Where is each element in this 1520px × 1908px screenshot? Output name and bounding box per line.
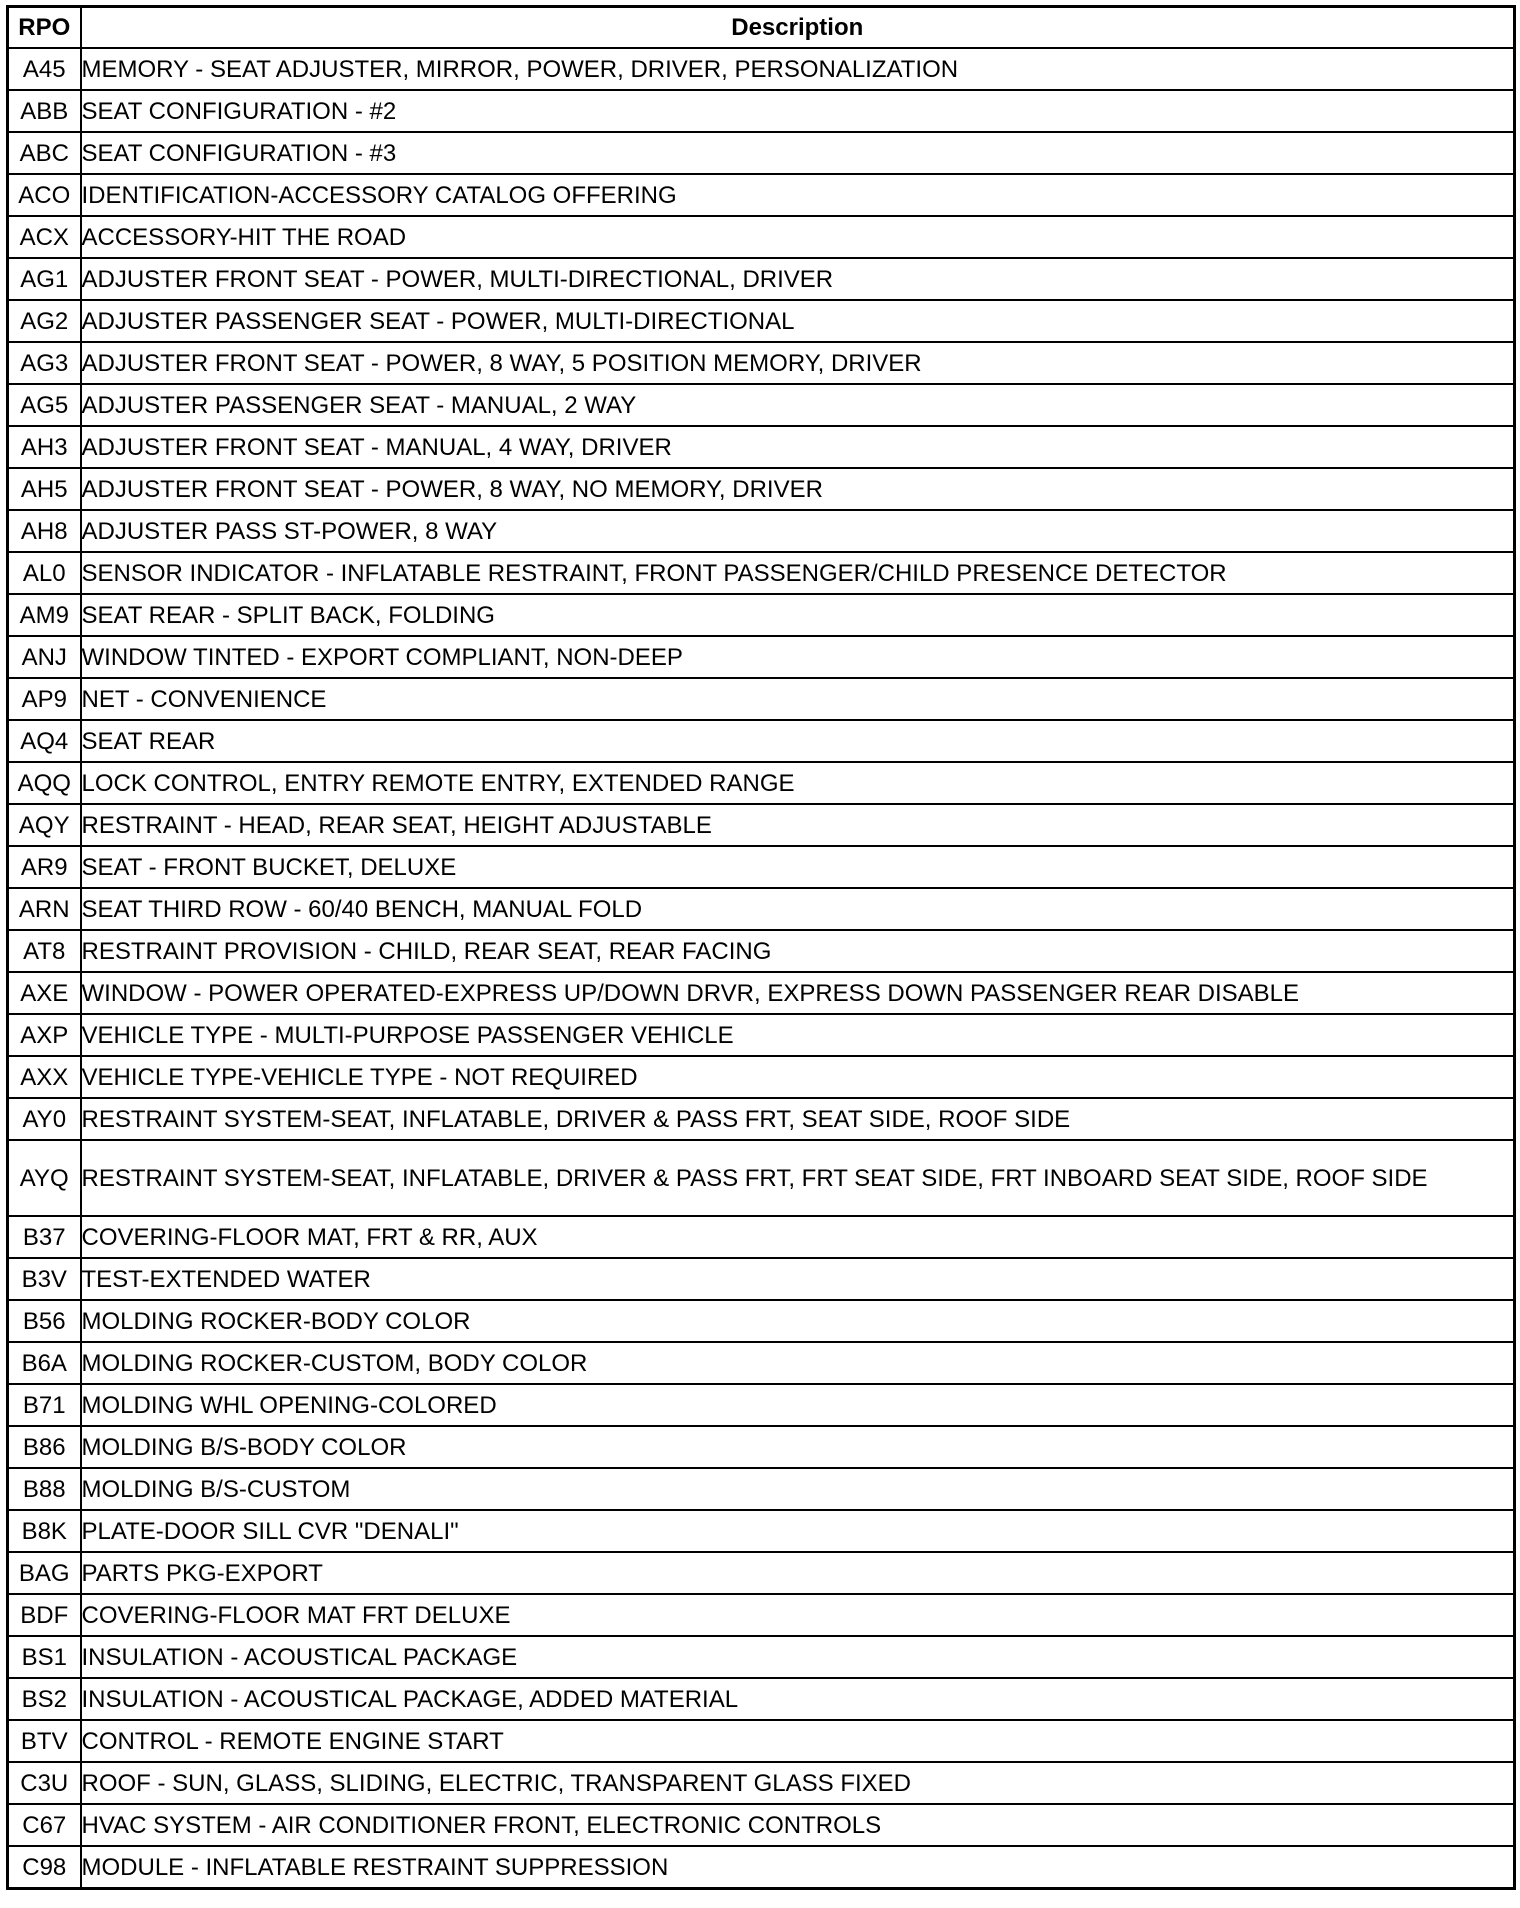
table-row bbox=[8, 384, 1515, 426]
table-row bbox=[8, 1014, 1515, 1056]
table-row bbox=[8, 1342, 1515, 1384]
table-row bbox=[8, 1056, 1515, 1098]
rpo-code-cell: AG2 bbox=[8, 300, 81, 342]
rpo-code-cell: AXX bbox=[8, 1056, 81, 1098]
description-cell: SEAT CONFIGURATION - #3 bbox=[81, 132, 1515, 174]
description-cell: ADJUSTER PASSENGER SEAT - POWER, MULTI-DIRECTIONAL bbox=[81, 300, 1515, 342]
rpo-code-cell: AQQ bbox=[8, 762, 81, 804]
description-cell: RESTRAINT SYSTEM-SEAT, INFLATABLE, DRIVER & PASS FRT, FRT SEAT SIDE, FRT INBOARD SEAT SIDE, ROOF SIDE bbox=[81, 1140, 1515, 1216]
description-cell: RESTRAINT - HEAD, REAR SEAT, HEIGHT ADJUSTABLE bbox=[81, 804, 1515, 846]
rpo-code-cell: ACO bbox=[8, 174, 81, 216]
rpo-code-cell: AR9 bbox=[8, 846, 81, 888]
rpo-code-cell: B56 bbox=[8, 1300, 81, 1342]
rpo-code-cell: AT8 bbox=[8, 930, 81, 972]
rpo-code-cell: B71 bbox=[8, 1384, 81, 1426]
rpo-code-cell: AH5 bbox=[8, 468, 81, 510]
description-cell: MOLDING ROCKER-BODY COLOR bbox=[81, 1300, 1515, 1342]
rpo-code-cell: AG3 bbox=[8, 342, 81, 384]
description-cell: ADJUSTER FRONT SEAT - POWER, 8 WAY, 5 POSITION MEMORY, DRIVER bbox=[81, 342, 1515, 384]
rpo-code-cell: B86 bbox=[8, 1426, 81, 1468]
description-cell: MOLDING ROCKER-CUSTOM, BODY COLOR bbox=[81, 1342, 1515, 1384]
table-row bbox=[8, 510, 1515, 552]
description-cell: MOLDING B/S-BODY COLOR bbox=[81, 1426, 1515, 1468]
table-row bbox=[8, 342, 1515, 384]
description-cell: MOLDING WHL OPENING-COLORED bbox=[81, 1384, 1515, 1426]
rpo-code-cell: AM9 bbox=[8, 594, 81, 636]
rpo-table bbox=[6, 5, 1516, 1890]
description-cell: TEST-EXTENDED WATER bbox=[81, 1258, 1515, 1300]
rpo-column-header: RPO bbox=[8, 7, 81, 49]
rpo-code-cell: BDF bbox=[8, 1594, 81, 1636]
description-cell: SENSOR INDICATOR - INFLATABLE RESTRAINT, FRONT PASSENGER/CHILD PRESENCE DETECTOR bbox=[81, 552, 1515, 594]
rpo-code-cell: B37 bbox=[8, 1216, 81, 1258]
description-cell: INSULATION - ACOUSTICAL PACKAGE bbox=[81, 1636, 1515, 1678]
description-cell: LOCK CONTROL, ENTRY REMOTE ENTRY, EXTENDED RANGE bbox=[81, 762, 1515, 804]
rpo-code-cell: AH3 bbox=[8, 426, 81, 468]
table-row bbox=[8, 1720, 1515, 1762]
rpo-code-cell: AXP bbox=[8, 1014, 81, 1056]
rpo-code-cell: ABC bbox=[8, 132, 81, 174]
table-row bbox=[8, 426, 1515, 468]
description-cell: MOLDING B/S-CUSTOM bbox=[81, 1468, 1515, 1510]
rpo-code-cell: C3U bbox=[8, 1762, 81, 1804]
rpo-code-cell: B8K bbox=[8, 1510, 81, 1552]
rpo-code-cell: BS2 bbox=[8, 1678, 81, 1720]
rpo-code-cell: BS1 bbox=[8, 1636, 81, 1678]
table-row bbox=[8, 216, 1515, 258]
description-cell: ADJUSTER FRONT SEAT - MANUAL, 4 WAY, DRIVER bbox=[81, 426, 1515, 468]
description-cell: ADJUSTER PASS ST-POWER, 8 WAY bbox=[81, 510, 1515, 552]
description-cell: MEMORY - SEAT ADJUSTER, MIRROR, POWER, DRIVER, PERSONALIZATION bbox=[81, 48, 1515, 90]
table-row bbox=[8, 1216, 1515, 1258]
table-row bbox=[8, 1594, 1515, 1636]
table-row bbox=[8, 132, 1515, 174]
description-cell: IDENTIFICATION-ACCESSORY CATALOG OFFERING bbox=[81, 174, 1515, 216]
description-cell: PARTS PKG-EXPORT bbox=[81, 1552, 1515, 1594]
table-row bbox=[8, 1426, 1515, 1468]
description-cell: ADJUSTER PASSENGER SEAT - MANUAL, 2 WAY bbox=[81, 384, 1515, 426]
description-cell: RESTRAINT SYSTEM-SEAT, INFLATABLE, DRIVER & PASS FRT, SEAT SIDE, ROOF SIDE bbox=[81, 1098, 1515, 1140]
table-row bbox=[8, 930, 1515, 972]
table-row bbox=[8, 888, 1515, 930]
description-cell: PLATE-DOOR SILL CVR "DENALI" bbox=[81, 1510, 1515, 1552]
rpo-code-cell: B3V bbox=[8, 1258, 81, 1300]
table-row bbox=[8, 90, 1515, 132]
table-row bbox=[8, 1678, 1515, 1720]
table-row bbox=[8, 720, 1515, 762]
table-row bbox=[8, 1140, 1515, 1216]
table-row bbox=[8, 258, 1515, 300]
rpo-code-cell: C98 bbox=[8, 1846, 81, 1889]
rpo-code-cell: BAG bbox=[8, 1552, 81, 1594]
description-cell: MODULE - INFLATABLE RESTRAINT SUPPRESSION bbox=[81, 1846, 1515, 1889]
description-cell: ACCESSORY-HIT THE ROAD bbox=[81, 216, 1515, 258]
table-row bbox=[8, 846, 1515, 888]
description-cell: SEAT REAR - SPLIT BACK, FOLDING bbox=[81, 594, 1515, 636]
table-row bbox=[8, 48, 1515, 90]
table-row bbox=[8, 1300, 1515, 1342]
table-row bbox=[8, 1384, 1515, 1426]
description-cell: ROOF - SUN, GLASS, SLIDING, ELECTRIC, TRANSPARENT GLASS FIXED bbox=[81, 1762, 1515, 1804]
table-row bbox=[8, 972, 1515, 1014]
header-row bbox=[8, 7, 1515, 49]
description-cell: NET - CONVENIENCE bbox=[81, 678, 1515, 720]
table-row bbox=[8, 594, 1515, 636]
description-cell: RESTRAINT PROVISION - CHILD, REAR SEAT, REAR FACING bbox=[81, 930, 1515, 972]
table-row bbox=[8, 636, 1515, 678]
rpo-code-cell: AL0 bbox=[8, 552, 81, 594]
description-cell: WINDOW - POWER OPERATED-EXPRESS UP/DOWN DRVR, EXPRESS DOWN PASSENGER REAR DISABLE bbox=[81, 972, 1515, 1014]
rpo-code-cell: C67 bbox=[8, 1804, 81, 1846]
rpo-code-cell: ABB bbox=[8, 90, 81, 132]
description-cell: SEAT THIRD ROW - 60/40 BENCH, MANUAL FOLD bbox=[81, 888, 1515, 930]
table-row bbox=[8, 468, 1515, 510]
description-cell: SEAT CONFIGURATION - #2 bbox=[81, 90, 1515, 132]
table-row bbox=[8, 1510, 1515, 1552]
description-cell: COVERING-FLOOR MAT, FRT & RR, AUX bbox=[81, 1216, 1515, 1258]
rpo-code-cell: B88 bbox=[8, 1468, 81, 1510]
description-cell: WINDOW TINTED - EXPORT COMPLIANT, NON-DEEP bbox=[81, 636, 1515, 678]
table-row bbox=[8, 804, 1515, 846]
rpo-code-cell: AY0 bbox=[8, 1098, 81, 1140]
table-row bbox=[8, 300, 1515, 342]
table-row bbox=[8, 1636, 1515, 1678]
table-row bbox=[8, 1846, 1515, 1889]
description-column-header: Description bbox=[81, 7, 1515, 49]
description-cell: SEAT REAR bbox=[81, 720, 1515, 762]
table-row bbox=[8, 1762, 1515, 1804]
rpo-code-cell: B6A bbox=[8, 1342, 81, 1384]
table-row bbox=[8, 1098, 1515, 1140]
rpo-code-cell: AXE bbox=[8, 972, 81, 1014]
rpo-code-cell: AQY bbox=[8, 804, 81, 846]
table-row bbox=[8, 552, 1515, 594]
rpo-code-cell: ACX bbox=[8, 216, 81, 258]
rpo-code-cell: A45 bbox=[8, 48, 81, 90]
rpo-code-cell: AG5 bbox=[8, 384, 81, 426]
description-cell: INSULATION - ACOUSTICAL PACKAGE, ADDED MATERIAL bbox=[81, 1678, 1515, 1720]
rpo-code-cell: AYQ bbox=[8, 1140, 81, 1216]
description-cell: ADJUSTER FRONT SEAT - POWER, MULTI-DIRECTIONAL, DRIVER bbox=[81, 258, 1515, 300]
table-row bbox=[8, 762, 1515, 804]
table-row bbox=[8, 174, 1515, 216]
description-cell: VEHICLE TYPE-VEHICLE TYPE - NOT REQUIRED bbox=[81, 1056, 1515, 1098]
table-row bbox=[8, 678, 1515, 720]
rpo-code-cell: ARN bbox=[8, 888, 81, 930]
description-cell: COVERING-FLOOR MAT FRT DELUXE bbox=[81, 1594, 1515, 1636]
rpo-code-cell: AQ4 bbox=[8, 720, 81, 762]
description-cell: VEHICLE TYPE - MULTI-PURPOSE PASSENGER VEHICLE bbox=[81, 1014, 1515, 1056]
description-cell: ADJUSTER FRONT SEAT - POWER, 8 WAY, NO MEMORY, DRIVER bbox=[81, 468, 1515, 510]
table-row bbox=[8, 1258, 1515, 1300]
rpo-code-cell: BTV bbox=[8, 1720, 81, 1762]
table-row bbox=[8, 1468, 1515, 1510]
table-row bbox=[8, 1552, 1515, 1594]
rpo-code-cell: AP9 bbox=[8, 678, 81, 720]
description-cell: HVAC SYSTEM - AIR CONDITIONER FRONT, ELECTRONIC CONTROLS bbox=[81, 1804, 1515, 1846]
rpo-code-cell: AG1 bbox=[8, 258, 81, 300]
table-body bbox=[8, 48, 1515, 1889]
description-cell: SEAT - FRONT BUCKET, DELUXE bbox=[81, 846, 1515, 888]
table-row bbox=[8, 1804, 1515, 1846]
description-cell: CONTROL - REMOTE ENGINE START bbox=[81, 1720, 1515, 1762]
rpo-code-cell: ANJ bbox=[8, 636, 81, 678]
rpo-code-cell: AH8 bbox=[8, 510, 81, 552]
